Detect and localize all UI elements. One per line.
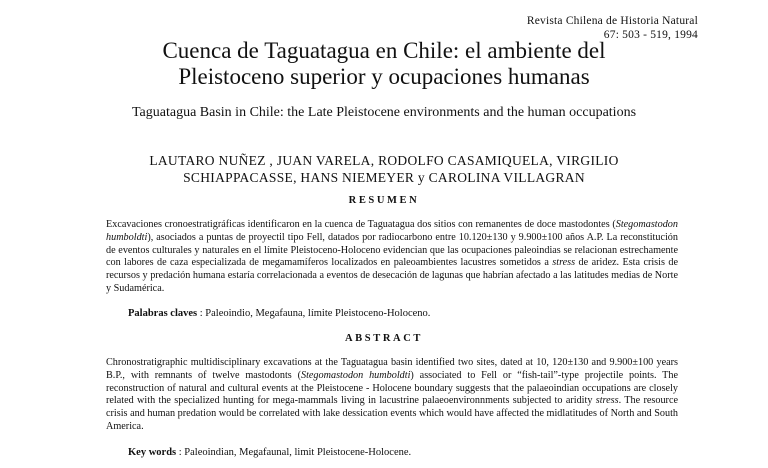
author-line-2: SCHIAPPACASSE, HANS NIEMEYER y CAROLINA VILLAGRAN bbox=[183, 170, 585, 185]
resumen-species-name: Stegomastodon humboldti bbox=[106, 219, 678, 243]
paper-title bbox=[40, 38, 728, 90]
journal-issue: 67: 503 - 519, 1994 bbox=[603, 29, 698, 41]
abstract-species-name: Stegomastodon humboldti bbox=[300, 369, 411, 381]
abstract-keywords-text: : Paleoindian, Megafaunal, limit Pleistocene-Holocene. bbox=[176, 447, 412, 458]
author-line-1: LAUTARO NUÑEZ , JUAN VARELA, RODOLFO CASAMIQUELA, VIRGILIO bbox=[149, 153, 619, 168]
abstract-text-2: ) associated to Fell or “fish-tail”-type projectile points. The reconstruction of natural and cultural events at the Pleistocene - Holocene boundary suggests that the palaeoindian occupations are closely related with the specialized hunting for mega-mammals living in lacustrine palaeoenvironnments subjected to aridity bbox=[106, 369, 678, 407]
abstract-heading: ABSTRACT bbox=[345, 333, 423, 344]
resumen-text-1: Excavaciones cronoestratigráficas identificaron en la cuenca de Taguatagua dos sitios con remanentes de doce mastodontes ( bbox=[106, 219, 616, 230]
abstract-keywords bbox=[128, 446, 688, 459]
resumen-paragraph bbox=[106, 219, 678, 296]
resumen-keywords bbox=[128, 307, 688, 320]
author-list bbox=[60, 152, 708, 186]
paper-title-line-2: Pleistoceno superior y ocupaciones humanas bbox=[178, 64, 590, 89]
abstract-text-3: . The resource crisis and human predation would be correlated with lake dessication events which would have affected the midlatitudes of North and South America. bbox=[106, 395, 678, 432]
abstract-stress-term: stress bbox=[595, 395, 619, 407]
resumen-heading: RESUMEN bbox=[348, 195, 420, 206]
abstract-paragraph bbox=[106, 357, 678, 434]
abstract-keywords-label: Key words bbox=[128, 447, 177, 458]
english-title: Taguatagua Basin in Chile: the Late Pleistocene environments and the human occupations bbox=[131, 105, 637, 120]
resumen-keywords-text: : Paleoindio, Megafauna, límite Pleistoceno-Holoceno. bbox=[197, 308, 431, 319]
paper-title-line-1: Cuenca de Taguatagua en Chile: el ambiente del bbox=[162, 38, 606, 63]
resumen-stress-term: stress bbox=[552, 257, 576, 269]
resumen-keywords-label: Palabras claves bbox=[128, 308, 198, 319]
abstract-text-1: Chronostratigraphic multidisciplinary excavations at the Taguatagua basin identified two sites, dated at 10, 120±130 and 9.900±100 years B.P., with remnants of twelve mastodonts ( bbox=[106, 357, 678, 381]
resumen-text-3: de aridez. Esta crisis de recursos y predación humana estaría correlacionada a eventos de desecación de lagunas que habrían afectado a las latitudes medias de Norte y Sudamérica. bbox=[106, 257, 678, 294]
resumen-text-2: ), asociados a puntas de proyectil tipo Fell, datados por radiocarbono entre 10.120±130 y 9.900±100 años A.P. La reconstitución de eventos culturales y naturales en el límite Pleistoceno-Holoceno evidencian que las ocupaciones paleoindias se relacionan estrechamente con labores de caza especializada de megamamíferos localizados en paleoambientes lacustres sometidos a bbox=[106, 231, 678, 269]
journal-name: Revista Chilena de Historia Natural bbox=[526, 15, 698, 27]
